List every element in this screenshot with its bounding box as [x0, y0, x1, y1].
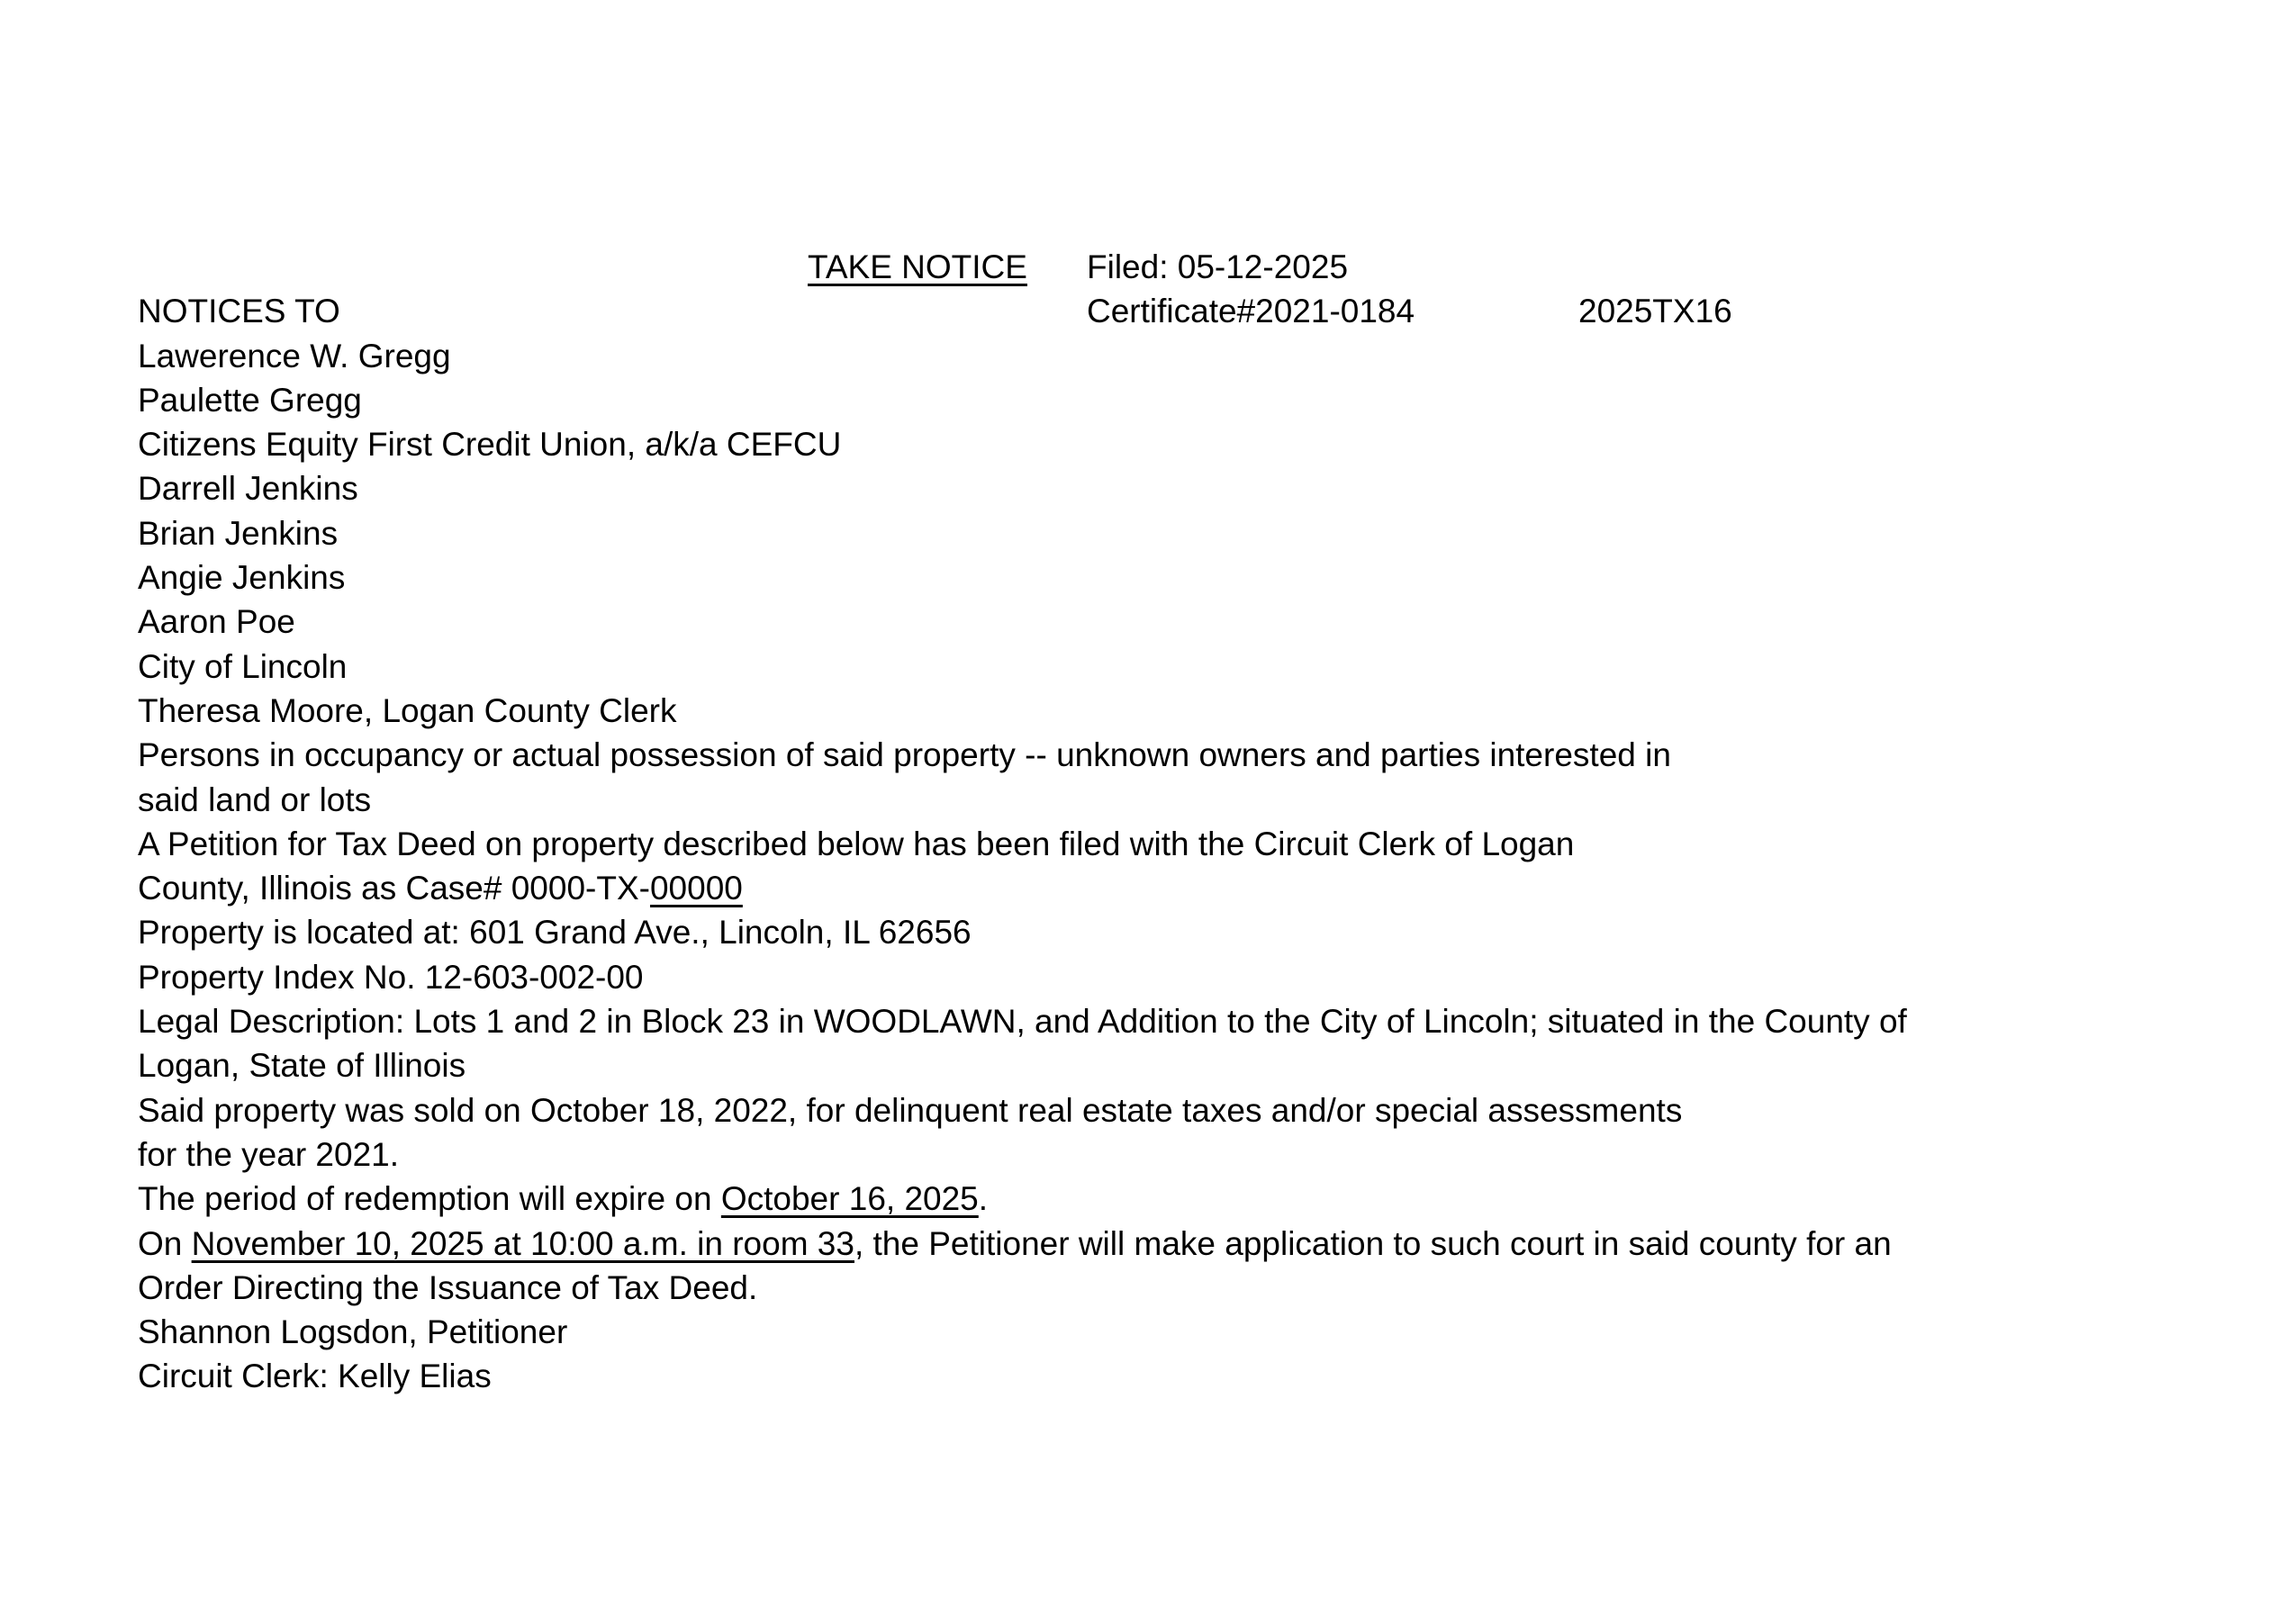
- notice-line: [138, 1354, 2173, 1398]
- notice-line: [138, 1177, 2173, 1221]
- notices-to-label: NOTICES TO: [138, 293, 340, 330]
- notice-line: [138, 822, 2173, 866]
- text-segment: Order Directing the Issuance of Tax Deed.: [138, 1268, 758, 1306]
- notice-line: [138, 555, 2173, 600]
- text-segment: Legal Description: Lots 1 and 2 in Block 23 in WOODLAWN, and Addition to the City of Lincoln; situated in the County of: [138, 1003, 1907, 1041]
- text-segment: Darrell Jenkins: [138, 470, 358, 508]
- text-segment: Property is located at: 601 Grand Ave., Lincoln, IL 62656: [138, 914, 972, 952]
- text-segment: for the year 2021.: [138, 1135, 400, 1173]
- header-line-2: [138, 289, 2173, 333]
- notice-line: [138, 999, 2173, 1043]
- notice-body: [138, 334, 2173, 1399]
- text-segment: Theresa Moore, Logan County Clerk: [138, 691, 677, 729]
- text-segment: said land or lots: [138, 780, 372, 818]
- text-segment: City of Lincoln: [138, 647, 348, 685]
- notice-line: [138, 1310, 2173, 1354]
- notice-line: [138, 1088, 2173, 1132]
- text-segment: , the Petitioner will make application to such court in said county for an: [854, 1224, 1892, 1262]
- underlined-text: November 10, 2025 at 10:00 a.m. in room 33: [191, 1224, 854, 1262]
- notice-line: [138, 689, 2173, 733]
- notice-line: [138, 910, 2173, 954]
- text-segment: Paulette Gregg: [138, 381, 362, 419]
- underlined-text: 00000: [649, 870, 743, 907]
- notice-line: [138, 733, 2173, 777]
- text-segment: Angie Jenkins: [138, 559, 346, 597]
- text-segment: On: [138, 1224, 192, 1262]
- text-segment: .: [978, 1180, 989, 1218]
- case-year-number: 2025TX16: [1578, 293, 1732, 330]
- text-segment: Circuit Clerk: Kelly Elias: [138, 1358, 492, 1395]
- underlined-text: October 16, 2025: [720, 1180, 979, 1218]
- notice-content: [138, 245, 2173, 1399]
- notice-line: [138, 600, 2173, 644]
- notice-line: [138, 1222, 2173, 1266]
- filed-date: Filed: 05-12-2025: [1087, 248, 1349, 285]
- notice-line: [138, 866, 2173, 910]
- notice-line: [138, 422, 2173, 466]
- text-segment: Property Index No. 12-603-002-00: [138, 958, 644, 996]
- notice-line: [138, 645, 2173, 689]
- text-segment: Lawerence W. Gregg: [138, 337, 451, 374]
- notice-line: [138, 334, 2173, 378]
- notice-line: [138, 1266, 2173, 1310]
- notice-line: [138, 955, 2173, 999]
- text-segment: The period of redemption will expire on: [138, 1180, 721, 1218]
- notice-line: [138, 778, 2173, 822]
- notice-line: [138, 1132, 2173, 1177]
- notice-line: [138, 1043, 2173, 1087]
- text-segment: Shannon Logsdon, Petitioner: [138, 1313, 568, 1351]
- notice-line: [138, 511, 2173, 555]
- text-segment: Logan, State of Illinois: [138, 1047, 466, 1085]
- text-segment: A Petition for Tax Deed on property described below has been filed with the Circuit Clerk of Logan: [138, 825, 1575, 862]
- text-segment: Brian Jenkins: [138, 514, 339, 552]
- text-segment: Persons in occupancy or actual possession of said property -- unknown owners and parties interested in: [138, 736, 1671, 774]
- notice-line: [138, 466, 2173, 510]
- certificate-number: Certificate#2021-0184: [1087, 293, 1415, 330]
- text-segment: Aaron Poe: [138, 603, 295, 641]
- text-segment: Said property was sold on October 18, 2022, for delinquent real estate taxes and/or special assessments: [138, 1091, 1683, 1129]
- notice-line: [138, 378, 2173, 422]
- text-segment: Citizens Equity First Credit Union, a/k/a CEFCU: [138, 426, 842, 464]
- take-notice-title: TAKE NOTICE: [808, 248, 1027, 285]
- header-line-1: [138, 245, 2173, 289]
- text-segment: County, Illinois as Case# 0000-TX-: [138, 870, 650, 907]
